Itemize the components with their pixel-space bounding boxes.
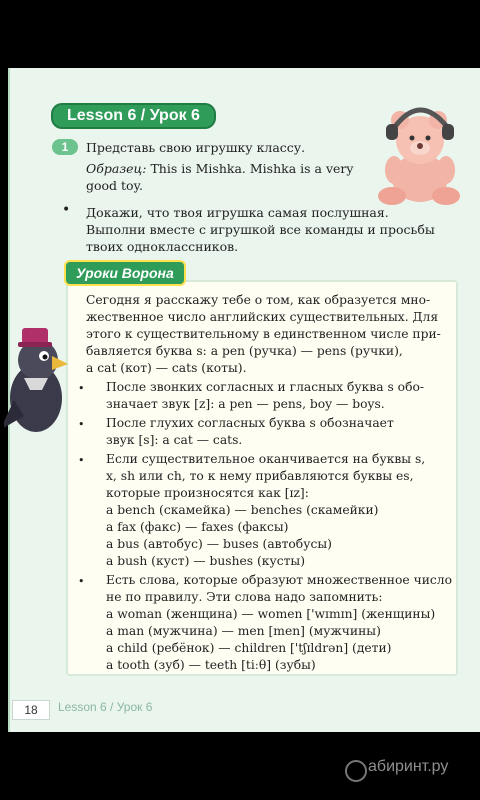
exercise-number-badge: 1 (52, 139, 78, 155)
rule-bullet: • (78, 575, 85, 588)
task-line-2: Выполни вместе с игрушкой все команды и просьбы (86, 222, 435, 237)
rule-bullet: • (78, 454, 85, 467)
rule1-line: После звонких согласных и гласных буква s обо- (106, 380, 425, 394)
intro-line: a cat (кот) — cats (коты). (86, 361, 247, 375)
example-text: This is Mishka. Mishka is a very (150, 161, 354, 176)
intro-line: Сегодня я расскажу тебе о том, как образуется мно- (86, 293, 431, 307)
rule4-line: не по правилу. Эти слова надо запомнить: (106, 590, 383, 604)
crow-lessons-box (66, 280, 458, 676)
rule4-line: Есть слова, которые образуют множественное число (106, 573, 453, 587)
example-label: Образец: (86, 161, 147, 176)
rule2-line: После глухих согласных буква s обозначает (106, 416, 394, 430)
task-line-3: твоих одноклассников. (86, 239, 239, 254)
crow-illustration (4, 320, 68, 450)
watermark-logo-icon (345, 760, 367, 782)
intro-line: жественное число английских существительных. Для (86, 310, 439, 324)
rule3-example: a bush (куст) — bushes (кусты) (106, 554, 306, 568)
example-line-1 (86, 160, 353, 177)
task-line-1: Докажи, что твоя игрушка самая послушная. (86, 205, 389, 220)
rule4-example: a man (мужчина) — men [men] (мужчины) (106, 624, 381, 638)
teddy-bear-illustration (372, 98, 472, 210)
lesson-title: Lesson 6 / Урок 6 (51, 103, 216, 129)
rule3-example: a fax (факс) — faxes (факсы) (106, 520, 289, 534)
rule4-example: a tooth (зуб) — teeth [tiːθ] (зубы) (106, 658, 316, 672)
page-number: 18 (12, 700, 50, 720)
rule3-line: Если существительное оканчивается на буквы s, (106, 452, 426, 466)
rule3-line: x, sh или ch, то к нему прибавляются буквы es, (106, 469, 414, 483)
rule-bullet: • (78, 418, 85, 431)
watermark-text: абиринт.ру (368, 758, 449, 775)
rule2-line: звук [s]: a cat — cats. (106, 433, 243, 447)
bullet-dot: • (62, 202, 71, 218)
intro-line: бавляется буква s: a pen (ручка) — pens (ручки), (86, 344, 403, 358)
example-line-2: good toy. (86, 178, 143, 193)
rule1-line: значает звук [z]: a pen — pens, boy — boys. (106, 397, 385, 411)
footer-lesson-label: Lesson 6 / Урок 6 (58, 700, 153, 714)
rule4-example: a child (ребёнок) — children ['tʃɪldrən] (дети) (106, 641, 392, 655)
exercise-instruction: Представь свою игрушку классу. (86, 140, 306, 155)
rule3-example: a bench (скамейка) — benches (скамейки) (106, 503, 379, 517)
rule3-line: которые произносятся как [ɪz]: (106, 486, 309, 500)
intro-line: этого к существительному в единственном числе при- (86, 327, 441, 341)
rule3-example: a bus (автобус) — buses (автобусы) (106, 537, 332, 551)
crow-lessons-title: Уроки Ворона (66, 262, 184, 284)
rule4-example: a woman (женщина) — women ['wɪmɪn] (женщины) (106, 607, 436, 621)
rule-bullet: • (78, 382, 85, 395)
